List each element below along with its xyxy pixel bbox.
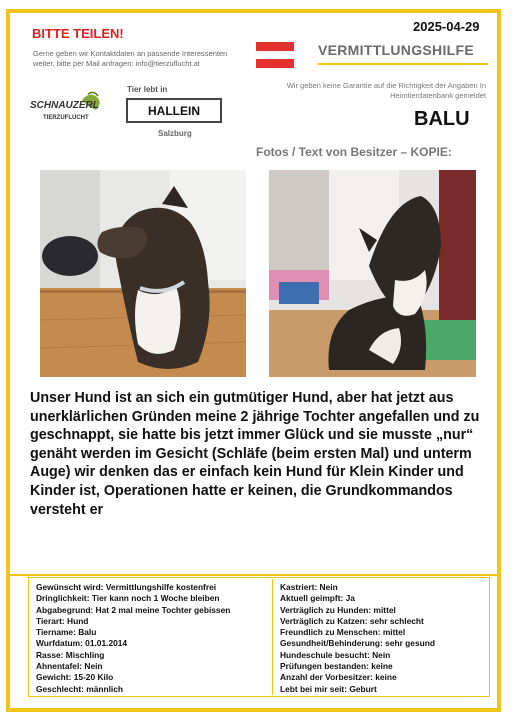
region-label: Salzburg — [158, 129, 192, 138]
disclaimer: Wir geben keine Garantie auf die Richtigkeit der Angaben In Heimtierdatenbank gemeldet — [286, 81, 486, 100]
date: 2025-04-29 — [413, 19, 480, 34]
detail-row: Aktuell geimpft: Ja — [280, 593, 355, 604]
detail-row: Freundlich zu Menschen: mittel — [280, 627, 406, 638]
detail-row: Prüfungen bestanden: keine — [280, 661, 393, 672]
dog-photo-1 — [40, 170, 246, 377]
flag-stripe-top — [256, 42, 294, 51]
detail-row: Gesundheit/Behinderung: sehr gesund — [280, 638, 435, 649]
detail-row: Hundeschule besucht: Nein — [280, 649, 391, 660]
contact-note: Gerne geben wir Kontaktdaten an passende Interessenten weiter, bitte per Mail anfragen: info@tierzuflucht.at — [33, 49, 228, 68]
detail-row: Gewünscht wird: Vermittlungshilfe kostenfrei — [36, 582, 217, 592]
detail-row: Wurfdatum: 01.01.2014 — [36, 638, 128, 649]
dog-photo-2 — [269, 170, 476, 377]
detail-row: Tiername: Balu — [36, 627, 97, 638]
page-title: VERMITTLUNGSHILFE — [318, 42, 474, 58]
location-box: HALLEIN — [126, 98, 222, 123]
section-divider — [10, 574, 498, 576]
owner-description: Unser Hund ist an sich ein gutmütiger Hund, aber hat jetzt aus unerklärlichen Gründen meine 2 jährige Tochter angefallen und zu geschnappt, sie hatte bis jetzt immer Glück und sie musste „nur“ genäht werden im Gesicht (Schläfe (beim ersten Mal) und unterm Auge) wir denken das er einfach kein Hund für Klein Kinder und Kinder ist, Operationen hatte er keinen, die Grundkommandos versteht er — [30, 390, 480, 518]
logo-subtitle: TIERZUFLUCHT — [43, 115, 89, 121]
title-underline — [318, 63, 488, 65]
flag-stripe-bottom — [256, 59, 294, 68]
detail-row: Lebt bei mir seit: Geburt — [280, 683, 377, 694]
dog-name: BALU — [414, 108, 470, 130]
detail-row: Verträglich zu Hunden: mittel — [280, 604, 396, 615]
logo-text: SCHNAUZERL — [30, 100, 99, 111]
detail-row: Rasse: Mischling — [36, 649, 105, 660]
lives-in-label: Tier lebt in — [127, 85, 168, 94]
share-banner: BITTE TEILEN! — [32, 26, 124, 41]
detail-row: Geschlecht: männlich — [36, 683, 124, 694]
detail-row: Tierart: Hund — [36, 615, 89, 626]
detail-row: Verträglich zu Katzen: sehr schlecht — [280, 615, 424, 626]
detail-row: Anzahl der Vorbesitzer: keine — [280, 672, 397, 683]
flag-stripe-middle — [256, 51, 294, 60]
detail-row: Abgabegrund: Hat 2 mal meine Tochter gebissen — [36, 604, 231, 615]
detail-row: Ahnentafel: Nein — [36, 661, 103, 672]
detail-row: Kastriert: Nein — [280, 582, 338, 592]
austria-flag-icon — [256, 42, 294, 68]
details-right-column — [280, 582, 485, 695]
detail-row: Dringlichkeit: Tier kann noch 1 Woche bleiben — [36, 593, 220, 604]
detail-row: Gewicht: 15-20 Kilo — [36, 672, 114, 683]
photos-caption: Fotos / Text von Besitzer – KOPIE: — [256, 145, 452, 159]
details-column-divider — [272, 579, 273, 695]
details-left-column — [36, 582, 271, 695]
